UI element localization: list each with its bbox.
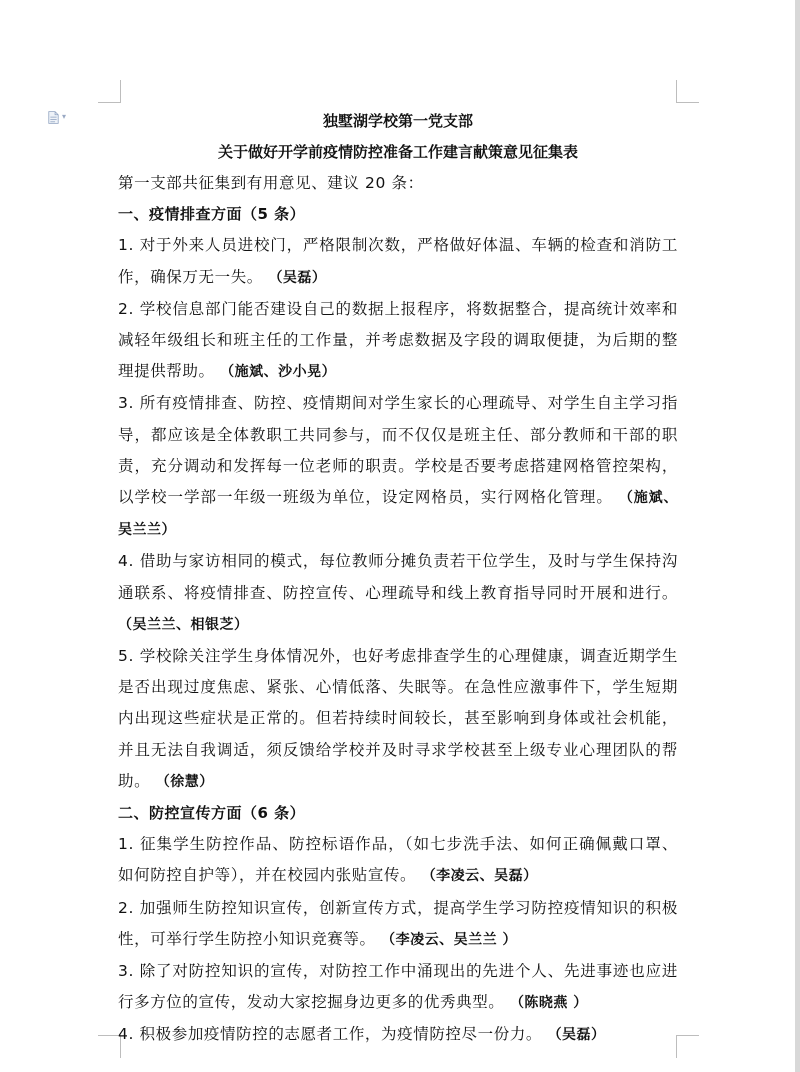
item-text: 2. 加强师生防控知识宣传，创新宣传方式，提高学生学习防控疫情知识的积极性，可举行学生防控小知识竞赛等。 (118, 898, 678, 948)
item-text: 1. 对于外来人员进校门，严格限制次数，严格做好体温、车辆的检查和消防工作，确保万无一失。 (118, 236, 678, 286)
item-text: 3. 除了对防控知识的宣传，对防控工作中涌现出的先进个人、先进事迹也应进行多方位的宣传，发动大家挖掘身边更多的优秀典型。 (118, 962, 678, 1012)
item-contributors: （吴兰兰、相银芝） (118, 616, 249, 633)
list-item (118, 641, 678, 798)
list-item (118, 893, 678, 956)
section-heading: 二、防控宣传方面（6 条） (118, 804, 306, 823)
item-contributors: （李凌云、吴磊） (421, 868, 538, 885)
document-title-line-2: 关于做好开学前疫情防控准备工作建言献策意见征集表 (217, 143, 578, 161)
chevron-down-icon[interactable]: ▾ (61, 112, 66, 121)
list-item (118, 1019, 678, 1051)
list-item (118, 294, 678, 389)
document-icon[interactable] (48, 107, 66, 127)
item-text: 1. 征集学生防控作品、防控标语作品，（如七步洗手法、如何正确佩戴口罩、如何防控自护等），并在校园内张贴宣传。 (118, 835, 678, 885)
list-item (118, 388, 678, 546)
item-text: 4. 积极参加疫情防控的志愿者工作，为疫情防控尽一份力。 (118, 1025, 543, 1044)
page-edge-shadow (795, 0, 800, 1072)
item-text: 5. 学校除关注学生身体情况外，也好考虑排查学生的心理健康，调查近期学生是否出现过度焦虑、紧张、心情低落、失眠等。在急性应激事件下，学生短期内出现这些症状是正常的。但若持续时间较长，甚至影响到身体或社会机能，并且无法自我调适，须反馈给学校并及时寻求学校甚至上级专业心理团队的帮助。 (118, 647, 678, 790)
crop-mark-bottom-right (676, 1035, 699, 1058)
item-contributors: （吴磊） (268, 269, 327, 286)
item-text: 3. 所有疫情排查、防控、疫情期间对学生家长的心理疏导、对学生自主学习指导，都应该是全体教职工共同参与，而不仅仅是班主任、部分教师和干部的职责，充分调动和发挥每一位老师的职责。学校是否要考虑搭建网格管控架构，以学校一学部一年级一班级为单位，设定网格员，实行网格化管理。 (118, 394, 678, 507)
crop-mark-top-left (98, 80, 121, 103)
item-contributors: （李凌云、吴兰兰 ） (381, 931, 518, 948)
document-body (118, 106, 678, 1052)
list-item (118, 230, 678, 293)
intro-paragraph: 第一支部共征集到有用意见、建议 20 条： (118, 174, 424, 192)
document-icon-glyph (48, 109, 59, 126)
list-item (118, 829, 678, 892)
section-heading: 一、疫情排查方面（5 条） (118, 205, 306, 224)
item-contributors: （施斌、沙小晃） (220, 364, 337, 381)
list-item (118, 546, 678, 641)
crop-mark-top-right (676, 80, 699, 103)
item-contributors: （陈晓燕 ） (509, 995, 588, 1012)
item-text: 4. 借助与家访相同的模式，每位教师分摊负责若干位学生，及时与学生保持沟通联系、将疫情排查、防控宣传、心理疏导和线上教育指导同时开展和进行。 (118, 552, 678, 602)
list-item (118, 956, 678, 1019)
item-contributors: （吴磊） (547, 1027, 606, 1044)
document-title-line-1: 独墅湖学校第一党支部 (322, 112, 473, 130)
item-text: 2. 学校信息部门能否建设自己的数据上报程序，将数据整合，提高统计效率和减轻年级组长和班主任的工作量，并考虑数据及字段的调取便捷，为后期的整理提供帮助。 (118, 299, 678, 381)
item-contributors: （施斌、吴兰兰） (118, 490, 678, 539)
item-contributors: （徐慧） (155, 773, 214, 790)
